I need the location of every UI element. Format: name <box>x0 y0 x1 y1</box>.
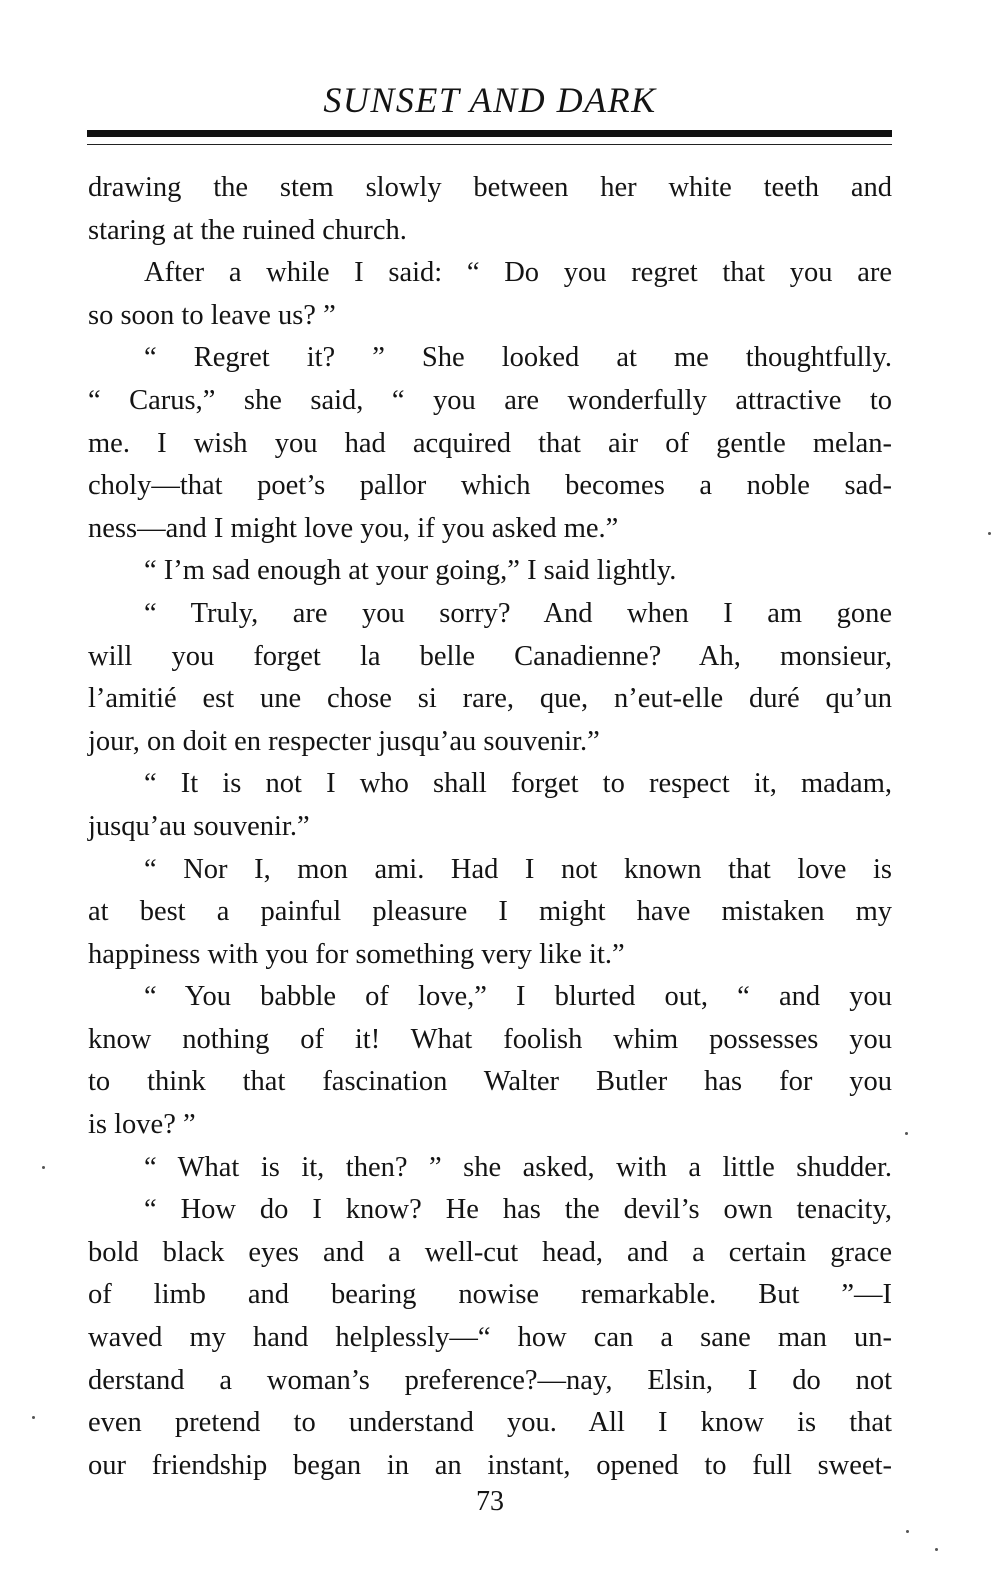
text-line: staring at the ruined church. <box>88 214 407 246</box>
text-line: choly—that poet’s pallor which becomes a noble sad- <box>88 470 892 502</box>
text-line: is love? ” <box>88 1109 196 1141</box>
text-line: “ Carus,” she said, “ you are wonderfully attractive to <box>88 384 892 416</box>
text-line: to think that fascination Walter Butler has for you <box>88 1066 892 1098</box>
text-line: at best a painful pleasure I might have mistaken my <box>88 896 892 928</box>
text-line: even pretend to understand you. All I know is that <box>88 1407 892 1439</box>
scan-speck <box>935 1548 938 1551</box>
text-line: will you forget la belle Canadienne? Ah, monsieur, <box>88 640 892 672</box>
text-line: so soon to leave us? ” <box>88 299 336 331</box>
body-text <box>88 167 892 1487</box>
text-line: “ Truly, are you sorry? And when I am gone <box>144 597 892 629</box>
text-line: “ I’m sad enough at your going,” I said lightly. <box>144 555 677 587</box>
scan-speck <box>905 1132 908 1135</box>
text-line: “ Regret it? ” She looked at me thoughtfully. <box>144 342 892 374</box>
text-line: me. I wish you had acquired that air of gentle melan- <box>88 427 892 459</box>
text-line: our friendship began in an instant, opened to full sweet- <box>88 1449 892 1481</box>
text-line: l’amitié est une chose si rare, que, n’eut-elle duré qu’un <box>88 683 892 715</box>
text-line: waved my hand helplessly—“ how can a sane man un- <box>88 1322 892 1354</box>
text-line: “ You babble of love,” I blurted out, “ and you <box>144 981 892 1013</box>
text-line: bold black eyes and a well-cut head, and a certain grace <box>88 1236 892 1268</box>
scan-speck <box>32 1416 35 1419</box>
page-number: 73 <box>476 1486 504 1517</box>
scan-speck <box>42 1166 45 1169</box>
scan-speck <box>988 532 991 535</box>
text-line: “ It is not I who shall forget to respect it, madam, <box>144 768 892 800</box>
text-line: happiness with you for something very like it.” <box>88 938 625 970</box>
text-line: “ What is it, then? ” she asked, with a little shudder. <box>144 1151 892 1183</box>
scan-speck <box>906 1530 909 1533</box>
text-line: jusqu’au souvenir.” <box>88 810 310 842</box>
text-line: After a while I said: “ Do you regret that you are <box>144 257 892 289</box>
text-line: jour, on doit en respecter jusqu’au souvenir.” <box>88 725 600 757</box>
text-line: ness—and I might love you, if you asked me.” <box>88 512 619 544</box>
text-line: “ How do I know? He has the devil’s own tenacity, <box>144 1194 892 1226</box>
running-head: SUNSET AND DARK <box>323 80 657 120</box>
text-line: derstand a woman’s preference?—nay, Elsin, I do not <box>88 1364 892 1396</box>
header-rule-thin <box>87 144 892 145</box>
text-line: drawing the stem slowly between her white teeth and <box>88 172 892 203</box>
text-line: know nothing of it! What foolish whim possesses you <box>88 1023 892 1055</box>
header-rule-thick <box>87 130 892 137</box>
text-line: “ Nor I, mon ami. Had I not known that love is <box>144 853 892 885</box>
text-line: of limb and bearing nowise remarkable. But ”—I <box>88 1279 892 1311</box>
